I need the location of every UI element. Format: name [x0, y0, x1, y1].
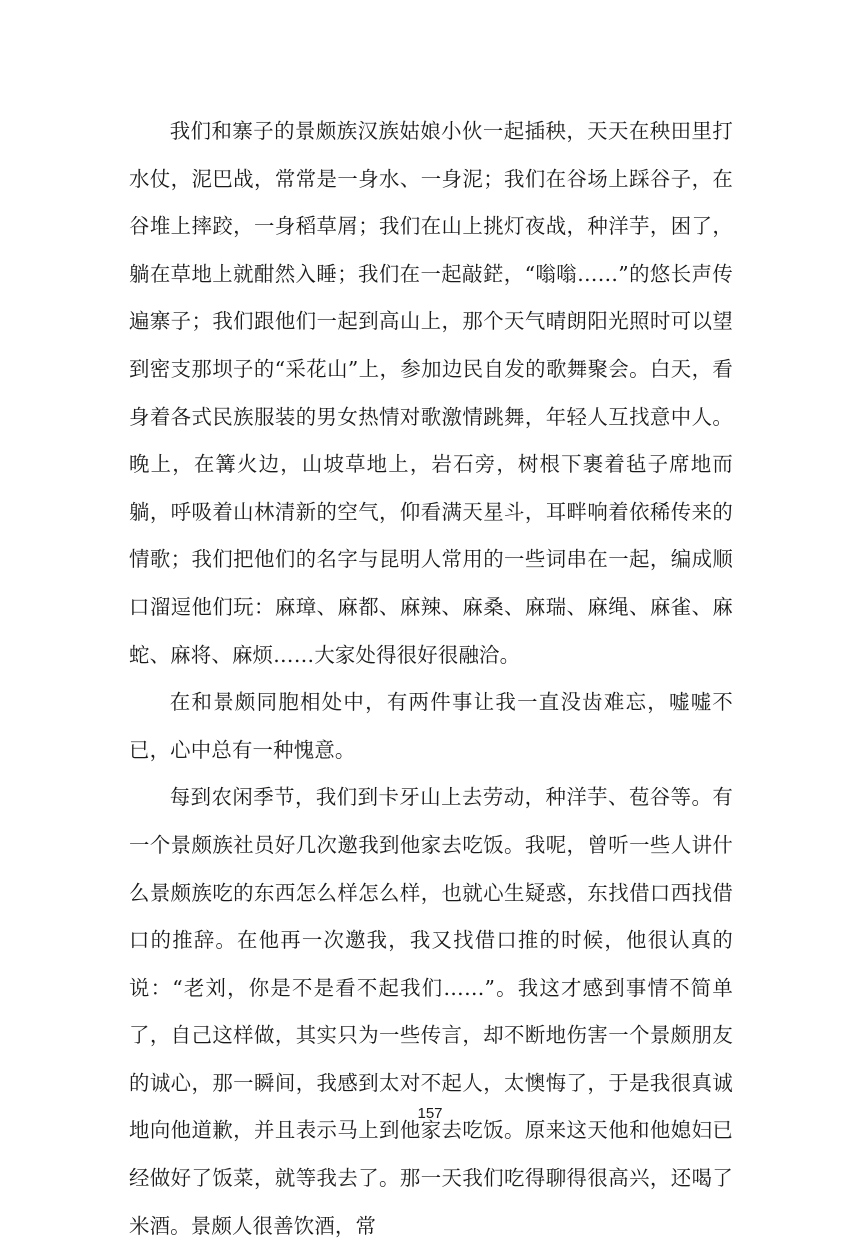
- body-text: [129, 108, 733, 1250]
- page-number: 157: [417, 1105, 443, 1122]
- paragraph-1: 我们和寨子的景颇族汉族姑娘小伙一起插秧，天天在秧田里打水仗，泥巴战，常常是一身水、一身泥；我们在谷场上踩谷子，在谷堆上摔跤，一身稻草屑；我们在山上挑灯夜战，种洋芋，困了，躺在草地上就酣然入睡；我们在一起敲鋩，“嗡嗡……”的悠长声传遍寨子；我们跟他们一起到高山上，那个天气晴朗阳光照时可以望到密支那坝子的“采花山”上，参加边民自发的歌舞聚会。白天，看身着各式民族服装的男女热情对歌激情跳舞，年轻人互找意中人。晚上，在篝火边，山坡草地上，岩石旁，树根下裹着毡子席地而躺，呼吸着山林清新的空气，仰看满天星斗，耳畔响着依稀传来的情歌；我们把他们的名字与昆明人常用的一些词串在一起，编成顺口溜逗他们玩：麻璋、麻都、麻辣、麻桑、麻瑞、麻绳、麻雀、麻蛇、麻将、麻烦……大家处得很好很融洽。: [129, 119, 733, 667]
- paragraph-3: 每到农闲季节，我们到卡牙山上去劳动，种洋芋、苞谷等。有一个景颇族社员好几次邀我到他家去吃饭。我呢，曾听一些人讲什么景颇族吃的东西怎么样怎么样，也就心生疑惑，东找借口西找借口的推辞。在他再一次邀我，我又找借口推的时候，他很认真的说：“老刘，你是不是看不起我们……”。我这才感到事情不简单了，自己这样做，其实只为一些传言，却不断地伤害一个景颇朋友的诚心，那一瞬间，我感到太对不起人，太懊悔了，于是我很真诚地向他道歉，并且表示马上到他家去吃饭。原来这天他和他媳妇已经做好了饭菜，就等我去了。那一天我们吃得聊得很高兴，还喝了米酒。景颇人很善饮酒，常: [129, 785, 733, 1238]
- paragraph-2: 在和景颇同胞相处中，有两件事让我一直没齿难忘，嘘嘘不已，心中总有一种愧意。: [129, 690, 733, 762]
